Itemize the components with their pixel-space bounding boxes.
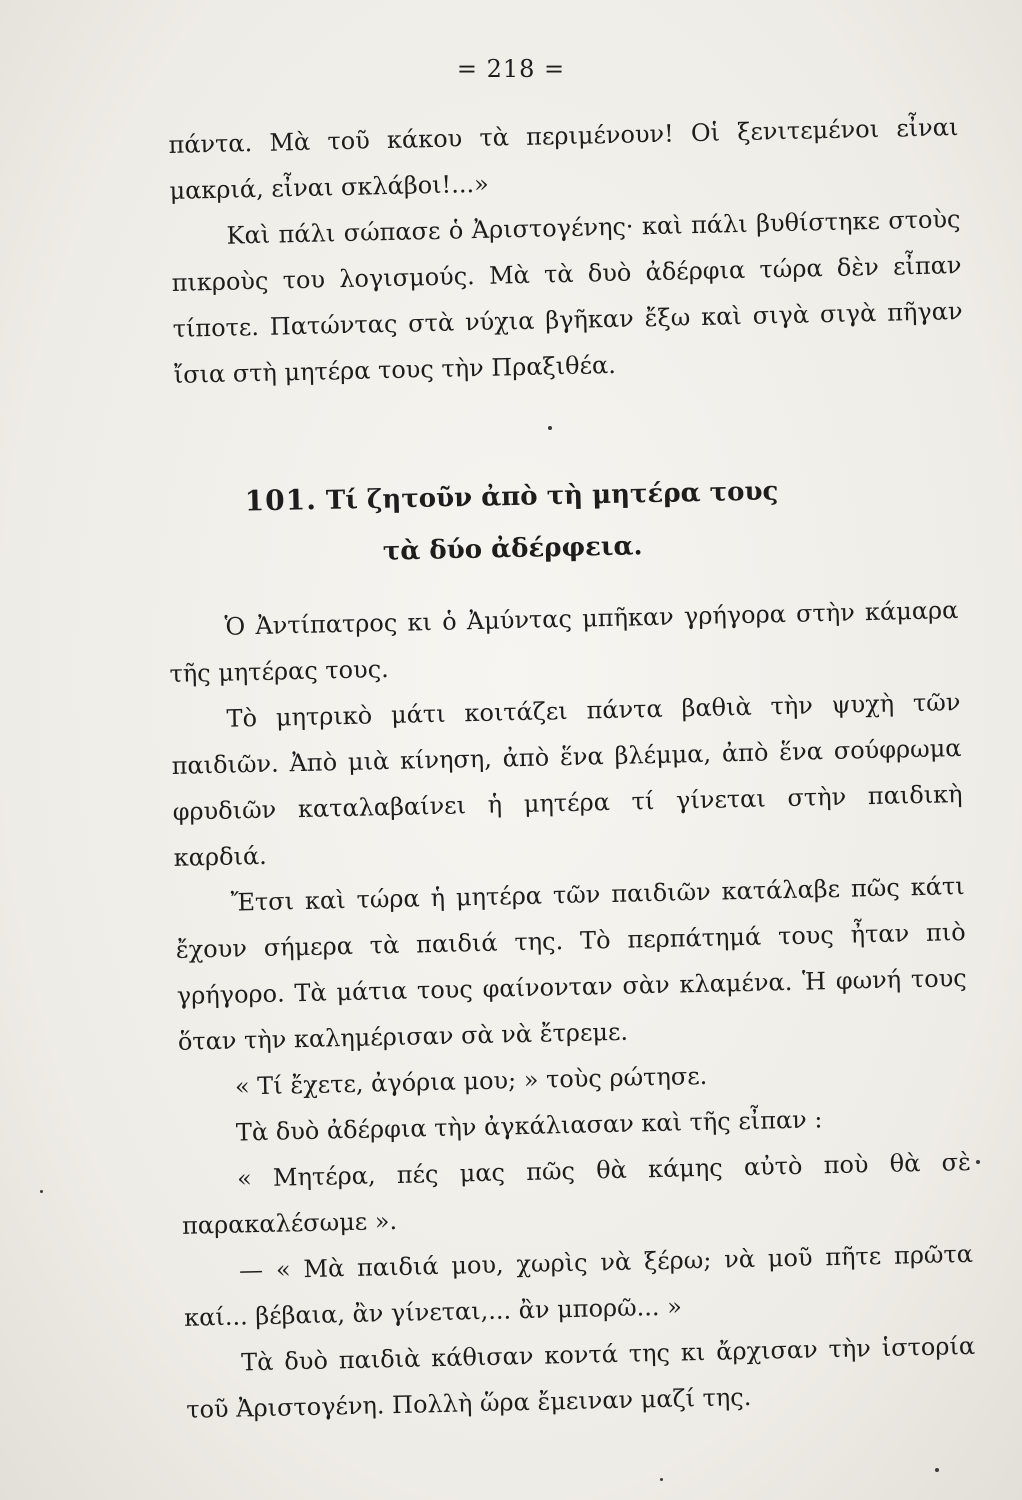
chapter-heading [0,459,1022,585]
paper-speck [976,1160,980,1164]
paragraph: πάντα. Μὰ τοῦ κάκου τὰ περιμένουν! Οἱ ξενιτεμένοι εἶναι μακριά, εἶναι σκλάβοι!...» [168,113,959,205]
paper-speck [660,1478,663,1481]
chapter-number: 101. [244,483,318,518]
paragraph: Τὸ μητρικὸ μάτι κοιτάζει πάντα βαθιὰ τὴν ψυχὴ τῶν παιδιῶν. Ἀπὸ μιὰ κίνηση, ἀπὸ ἕνα βλέμμα, ἀπὸ ἕνα σούφρωμα φρυδιῶν καταλαβαίνει ἡ μητέρα τί γίνεται στὴν παιδικὴ καρδιά. [171,688,963,872]
paragraph: « Τί ἔχετε, ἀγόρια μου; » τοὺς ρώτησε. [234,1061,708,1101]
paragraph: Τὰ δυὸ ἀδέρφια τὴν ἀγκάλιασαν καὶ τῆς εἶπαν : [235,1105,823,1147]
paper-speck [548,426,552,430]
paragraph: Ὁ Ἀντίπατρος κι ὁ Ἀμύντας μπῆκαν γρήγορα στὴν κάμαρα τῆς μητέρας τους. [169,596,959,688]
chapter-title-line-2: τὰ δύο ἀδέρφεια. [382,531,643,567]
paragraph: Τὰ δυὸ παιδιὰ κάθισαν κοντά της κι ἄρχισαν τὴν ἱστορία τοῦ Ἀριστογένη. Πολλὴ ὥρα ἔμειναν μαζί της. [185,1331,976,1424]
paper-speck [935,1468,939,1472]
paragraph: Ἔτσι καὶ τώρα ἡ μητέρα τῶν παιδιῶν κατάλαβε πῶς κάτι ἔχουν σήμερα τὰ παιδιά της. Τὸ περπάτημά τους ἦταν πιὸ γρήγορο. Τὰ μάτια τους φαίνονταν σὰν κλαμένα. Ἡ φωνή τους ὅταν τὴν καλημέρισαν σὰ νὰ ἔτρεμε. [175,872,967,1056]
paragraph: « Μητέρα, πές μας πῶς θὰ κάμης αὐτὸ ποὺ θὰ σὲ παρακαλέσωμε ». [181,1147,972,1240]
main-text-block [168,587,977,1433]
paragraph: — « Μὰ παιδιά μου, χωρὶς νὰ ξέρω; νὰ μοῦ πῆτε πρῶτα καί... βέβαια, ἂν γίνεται,... ἂν μπορῶ... » [183,1239,974,1332]
page-number: = 218 = [456,55,566,83]
chapter-title-line-1: Τί ζητοῦν ἀπὸ τὴ μητέρα τους [325,476,779,516]
top-text-block [168,104,964,398]
paper-speck [40,1190,43,1193]
paragraph: Καὶ πάλι σώπασε ὁ Ἀριστογένης· καὶ πάλι βυθίστηκε στοὺς πικροὺς του λογισμούς. Μὰ τὰ δυὸ ἀδέρφια τώρα δὲν εἶπαν τίποτε. Πατώντας στὰ νύχια βγῆκαν ἔξω καὶ σιγὰ σιγὰ πῆγαν ἴσια στὴ μητέρα τους τὴν Πραξιθέα. [171,205,963,389]
